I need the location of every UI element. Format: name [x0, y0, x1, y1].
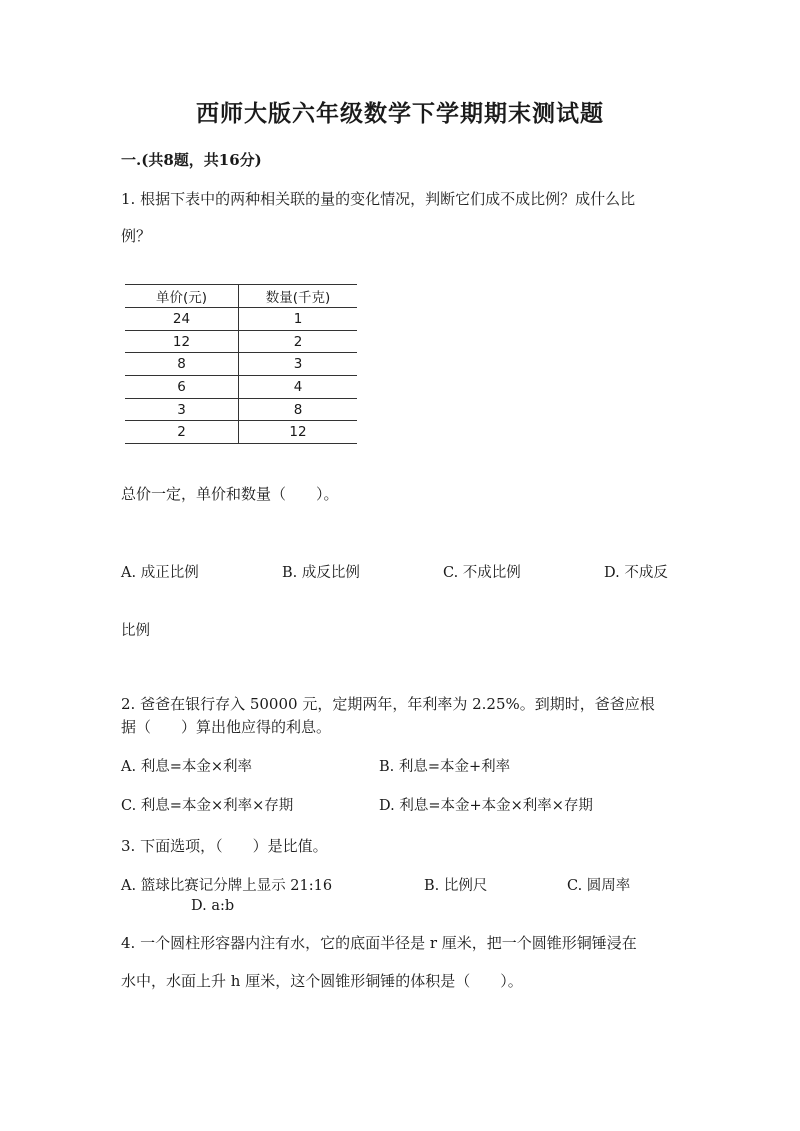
q1-option-d: D. 不成反 [604, 565, 668, 581]
q1-option-b: B. 成反比例 [282, 565, 360, 581]
table-row [125, 353, 357, 376]
table-cell: 12 [239, 421, 358, 444]
price-quantity-table [125, 284, 357, 444]
q3-option-c: C. 圆周率 [567, 878, 631, 894]
table-cell: 8 [239, 398, 358, 421]
q2-option-c: C. 利息=本金×利率×存期 [121, 798, 294, 814]
q3-option-d: D. a:b [191, 898, 235, 914]
q1-stem: 总价一定，单价和数量（ ）。 [121, 485, 339, 503]
table-cell: 2 [239, 330, 358, 353]
section-heading: 一.(共8题，共16分) [121, 151, 262, 169]
q3-line1: 3. 下面选项，（ ）是比值。 [121, 837, 328, 855]
table-header-price: 单价(元) [125, 285, 239, 308]
table-row [125, 376, 357, 399]
table-header-quantity: 数量(千克) [239, 285, 358, 308]
q2-option-d: D. 利息=本金+本金×利率×存期 [379, 798, 593, 814]
page-title: 西师大版六年级数学下学期期末测试题 [196, 100, 604, 127]
table-row [125, 421, 357, 444]
q3-option-a: A. 篮球比赛记分牌上显示 21:16 [121, 878, 333, 894]
table-row [125, 330, 357, 353]
table-cell: 8 [125, 353, 239, 376]
q1-line2: 例？ [121, 227, 152, 245]
table-cell: 24 [125, 308, 239, 331]
q2-line1: 2. 爸爸在银行存入 50000 元，定期两年，年利率为 2.25%。到期时，爸爸应根 [121, 695, 655, 713]
table-row [125, 398, 357, 421]
q1-option-d-continued: 比例 [121, 623, 150, 639]
q2-option-b: B. 利息=本金+利率 [379, 759, 511, 775]
q2-line2: 据（ ）算出他应得的利息。 [121, 718, 332, 736]
table-cell: 3 [125, 398, 239, 421]
q4-line1: 4. 一个圆柱形容器内注有水，它的底面半径是 r 厘米，把一个圆锥形铜锤浸在 [121, 934, 637, 952]
table-cell: 2 [125, 421, 239, 444]
q4-line2: 水中，水面上升 h 厘米，这个圆锥形铜锤的体积是（ ）。 [121, 972, 523, 990]
q3-option-b: B. 比例尺 [424, 878, 488, 894]
q1-option-c: C. 不成比例 [443, 565, 521, 581]
q2-option-a: A. 利息=本金×利率 [121, 759, 252, 775]
table-cell: 1 [239, 308, 358, 331]
table-cell: 6 [125, 376, 239, 399]
q1-option-a: A. 成正比例 [121, 565, 199, 581]
table-cell: 3 [239, 353, 358, 376]
table-row [125, 308, 357, 331]
q1-line1: 1. 根据下表中的两种相关联的量的变化情况，判断它们成不成比例？成什么比 [121, 190, 636, 208]
table-cell: 12 [125, 330, 239, 353]
table-cell: 4 [239, 376, 358, 399]
